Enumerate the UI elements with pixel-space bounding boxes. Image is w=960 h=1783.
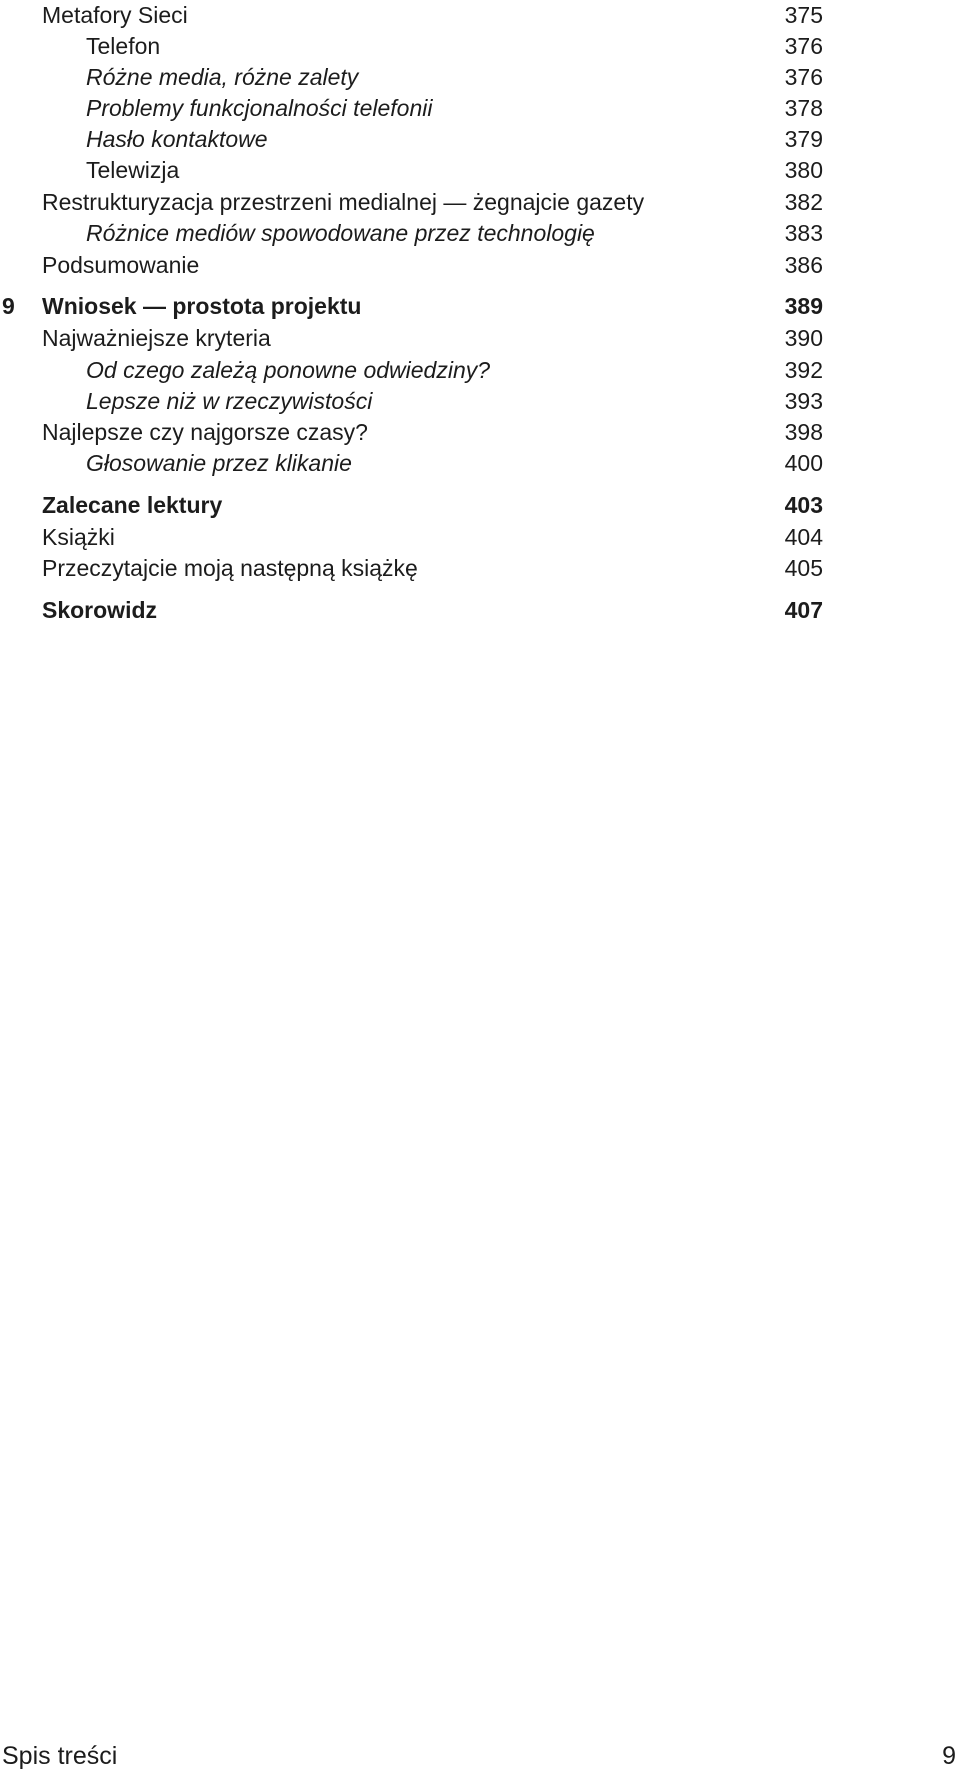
toc-entry-title: Różne media, różne zalety — [86, 64, 359, 90]
toc-entry-page: 389 — [784, 293, 823, 319]
toc-entry-title: Lepsze niż w rzeczywistości — [86, 388, 373, 414]
toc-entry — [0, 124, 960, 154]
toc-section-entry — [0, 595, 960, 625]
toc-entry-page: 382 — [784, 189, 823, 215]
toc-entry — [0, 522, 960, 552]
toc-chapter-entry — [0, 291, 960, 321]
toc-entry-page: 405 — [784, 555, 823, 581]
toc-entry-title: Różnice mediów spowodowane przez technologię — [86, 220, 595, 246]
toc-entry — [0, 155, 960, 185]
toc-entry-title: Telefon — [86, 33, 161, 59]
toc-entry — [0, 218, 960, 248]
toc-entry-title: Książki — [42, 524, 115, 550]
toc-entry-page: 403 — [784, 492, 823, 518]
toc-section-entry — [0, 490, 960, 520]
toc-entry — [0, 417, 960, 447]
page-number: 9 — [942, 1742, 956, 1770]
chapter-number: 9 — [2, 293, 15, 319]
toc-entry-page: 386 — [784, 252, 823, 278]
toc-entry-page: 375 — [784, 2, 823, 28]
toc-entry-title: Telewizja — [86, 157, 180, 183]
toc-entry-title: Metafory Sieci — [42, 2, 188, 28]
toc-entry — [0, 448, 960, 478]
toc-entry-title: Głosowanie przez klikanie — [86, 450, 352, 476]
toc-entry-page: 392 — [784, 357, 823, 383]
toc-entry-title: Zalecane lektury — [42, 492, 223, 518]
toc-entry — [0, 355, 960, 385]
toc-entry — [0, 31, 960, 61]
toc-entry-title: Restrukturyzacja przestrzeni medialnej — żegnajcie gazety — [42, 189, 645, 215]
toc-entry — [0, 62, 960, 92]
toc-entry-title: Skorowidz — [42, 597, 158, 623]
toc-entry — [0, 0, 960, 30]
toc-entry-page: 380 — [784, 157, 823, 183]
running-head: Spis treści — [2, 1742, 118, 1770]
toc-entry — [0, 187, 960, 217]
toc-entry-page: 376 — [784, 64, 823, 90]
toc-entry — [0, 323, 960, 353]
toc-entry-page: 393 — [784, 388, 823, 414]
toc-entry-title: Od czego zależą ponowne odwiedziny? — [86, 357, 491, 383]
toc-entry-page: 383 — [784, 220, 823, 246]
page-footer — [0, 1738, 960, 1774]
toc-entry-page: 390 — [784, 325, 823, 351]
toc-entry-page: 376 — [784, 33, 823, 59]
toc-entry — [0, 250, 960, 280]
toc-entry — [0, 93, 960, 123]
toc-entry-page: 379 — [784, 126, 823, 152]
toc-entry-page: 404 — [784, 524, 823, 550]
toc-entry-page: 407 — [784, 597, 823, 623]
toc-entry-title: Najlepsze czy najgorsze czasy? — [42, 419, 368, 445]
toc-entry-title: Wniosek — prostota projektu — [42, 293, 362, 319]
toc-entry-title: Podsumowanie — [42, 252, 200, 278]
toc-entry-page: 398 — [784, 419, 823, 445]
toc-entry-title: Najważniejsze kryteria — [42, 325, 271, 351]
toc-entry-title: Hasło kontaktowe — [86, 126, 268, 152]
toc-entry — [0, 386, 960, 416]
toc-entry-title: Przeczytajcie moją następną książkę — [42, 555, 418, 581]
toc-entry-page: 400 — [784, 450, 823, 476]
toc-entry-page: 378 — [784, 95, 823, 121]
toc-entry — [0, 553, 960, 583]
toc-entry-title: Problemy funkcjonalności telefonii — [86, 95, 433, 121]
